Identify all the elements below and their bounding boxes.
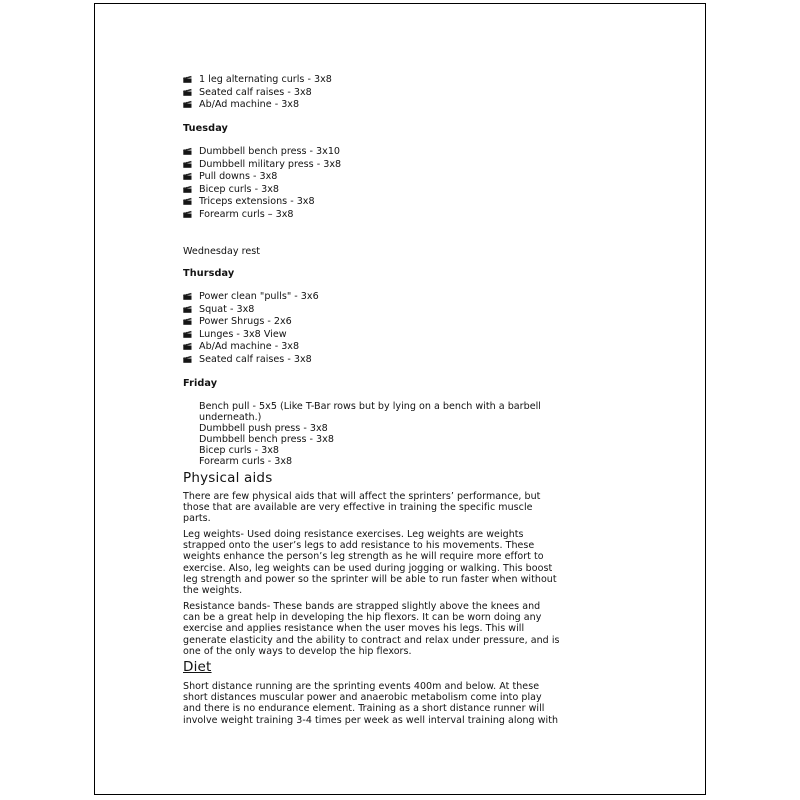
friday-exercise-block: Bench pull - 5x5 (Like T-Bar rows but by lying on a bench with a barbell underneath.) Dumbbell push press - 3x8 Dumbbell bench press - 3x8 Bicep curls - 3x8 Forearm curls - 3x8 — [199, 401, 541, 467]
list-item — [183, 159, 663, 172]
exercise-text: Pull downs - 3x8 — [199, 171, 278, 182]
clapperboard-bullet-icon — [183, 75, 192, 83]
thursday-heading: Thursday — [183, 268, 235, 279]
clapperboard-bullet-icon — [183, 185, 192, 193]
wednesday-rest-note: Wednesday rest — [183, 246, 260, 257]
exercise-text: Squat - 3x8 — [199, 303, 255, 315]
clapperboard-bullet-icon — [183, 197, 192, 205]
clapperboard-bullet-icon — [183, 330, 192, 338]
clapperboard-bullet-icon — [183, 100, 192, 108]
clapperboard-bullet-icon — [183, 210, 192, 218]
exercise-text: Triceps extensions - 3x8 — [199, 196, 315, 207]
clapperboard-bullet-icon — [183, 88, 192, 96]
exercise-text: Power Shrugs - 2x6 — [199, 316, 292, 327]
tuesday-heading: Tuesday — [183, 123, 228, 134]
exercise-text: Bicep curls - 3x8 — [199, 183, 279, 195]
exercise-text: Seated calf raises - 3x8 — [199, 86, 312, 98]
list-item — [183, 329, 663, 342]
thursday-exercise-list — [183, 291, 663, 366]
list-item — [183, 99, 663, 112]
list-item — [183, 74, 663, 87]
exercise-text: Lunges - 3x8 View — [199, 328, 287, 340]
physical-aids-heading: Physical aids — [183, 470, 273, 486]
clapperboard-bullet-icon — [183, 292, 192, 300]
list-item — [183, 291, 663, 304]
exercise-text: Dumbbell military press - 3x8 — [199, 158, 342, 170]
exercise-text: Forearm curls – 3x8 — [199, 208, 294, 220]
list-item — [183, 184, 663, 197]
physical-aids-paragraph-1: There are few physical aids that will affect the sprinters’ performance, but those that are available are very effective in training the specific muscle parts. — [183, 491, 541, 525]
list-item — [183, 316, 663, 329]
exercise-text: Ab/Ad machine - 3x8 — [199, 99, 300, 110]
friday-heading: Friday — [183, 378, 218, 389]
exercise-text: Dumbbell bench press - 3x10 — [199, 146, 341, 157]
diet-heading: Diet — [183, 659, 212, 675]
list-item — [183, 87, 663, 100]
exercise-text: 1 leg alternating curls - 3x8 — [199, 74, 332, 85]
list-item — [183, 209, 663, 222]
document-page — [94, 3, 706, 795]
clapperboard-bullet-icon — [183, 342, 192, 350]
list-item — [183, 171, 663, 184]
list-item — [183, 146, 663, 159]
clapperboard-bullet-icon — [183, 355, 192, 363]
exercise-text: Power clean "pulls" - 3x6 — [199, 291, 319, 302]
clapperboard-bullet-icon — [183, 305, 192, 313]
physical-aids-paragraph-3: Resistance bands- These bands are strapped slightly above the knees and can be a great help in developing the hip flexors. It can be worn doing any exercise and applies resistance when the user moves his legs. This will generate elasticity and the ability to contract and relax under pressure, and is one of the only ways to develop the hip flexors. — [183, 601, 560, 657]
clapperboard-bullet-icon — [183, 160, 192, 168]
monday-exercise-list — [183, 74, 663, 112]
exercise-text: Ab/Ad machine - 3x8 — [199, 341, 300, 352]
list-item — [183, 354, 663, 367]
exercise-text: Seated calf raises - 3x8 — [199, 353, 312, 365]
diet-paragraph: Short distance running are the sprinting events 400m and below. At these short distances muscular power and anaerobic metabolism come into play and there is no endurance element. Training as a short distance runner will involve weight training 3-4 times per week as well interval training along with — [183, 681, 559, 726]
tuesday-exercise-list — [183, 146, 663, 221]
clapperboard-bullet-icon — [183, 317, 192, 325]
clapperboard-bullet-icon — [183, 172, 192, 180]
physical-aids-paragraph-2: Leg weights- Used doing resistance exercises. Leg weights are weights strapped onto the user’s legs to add resistance to his movements. These weights enhance the person’s leg strength as he will require more effort to exercise. Also, leg weights can be used during jogging or walking. This boost leg strength and power so the sprinter will be able to run faster when without the weights. — [183, 529, 557, 597]
list-item — [183, 304, 663, 317]
list-item — [183, 196, 663, 209]
clapperboard-bullet-icon — [183, 147, 192, 155]
list-item — [183, 341, 663, 354]
